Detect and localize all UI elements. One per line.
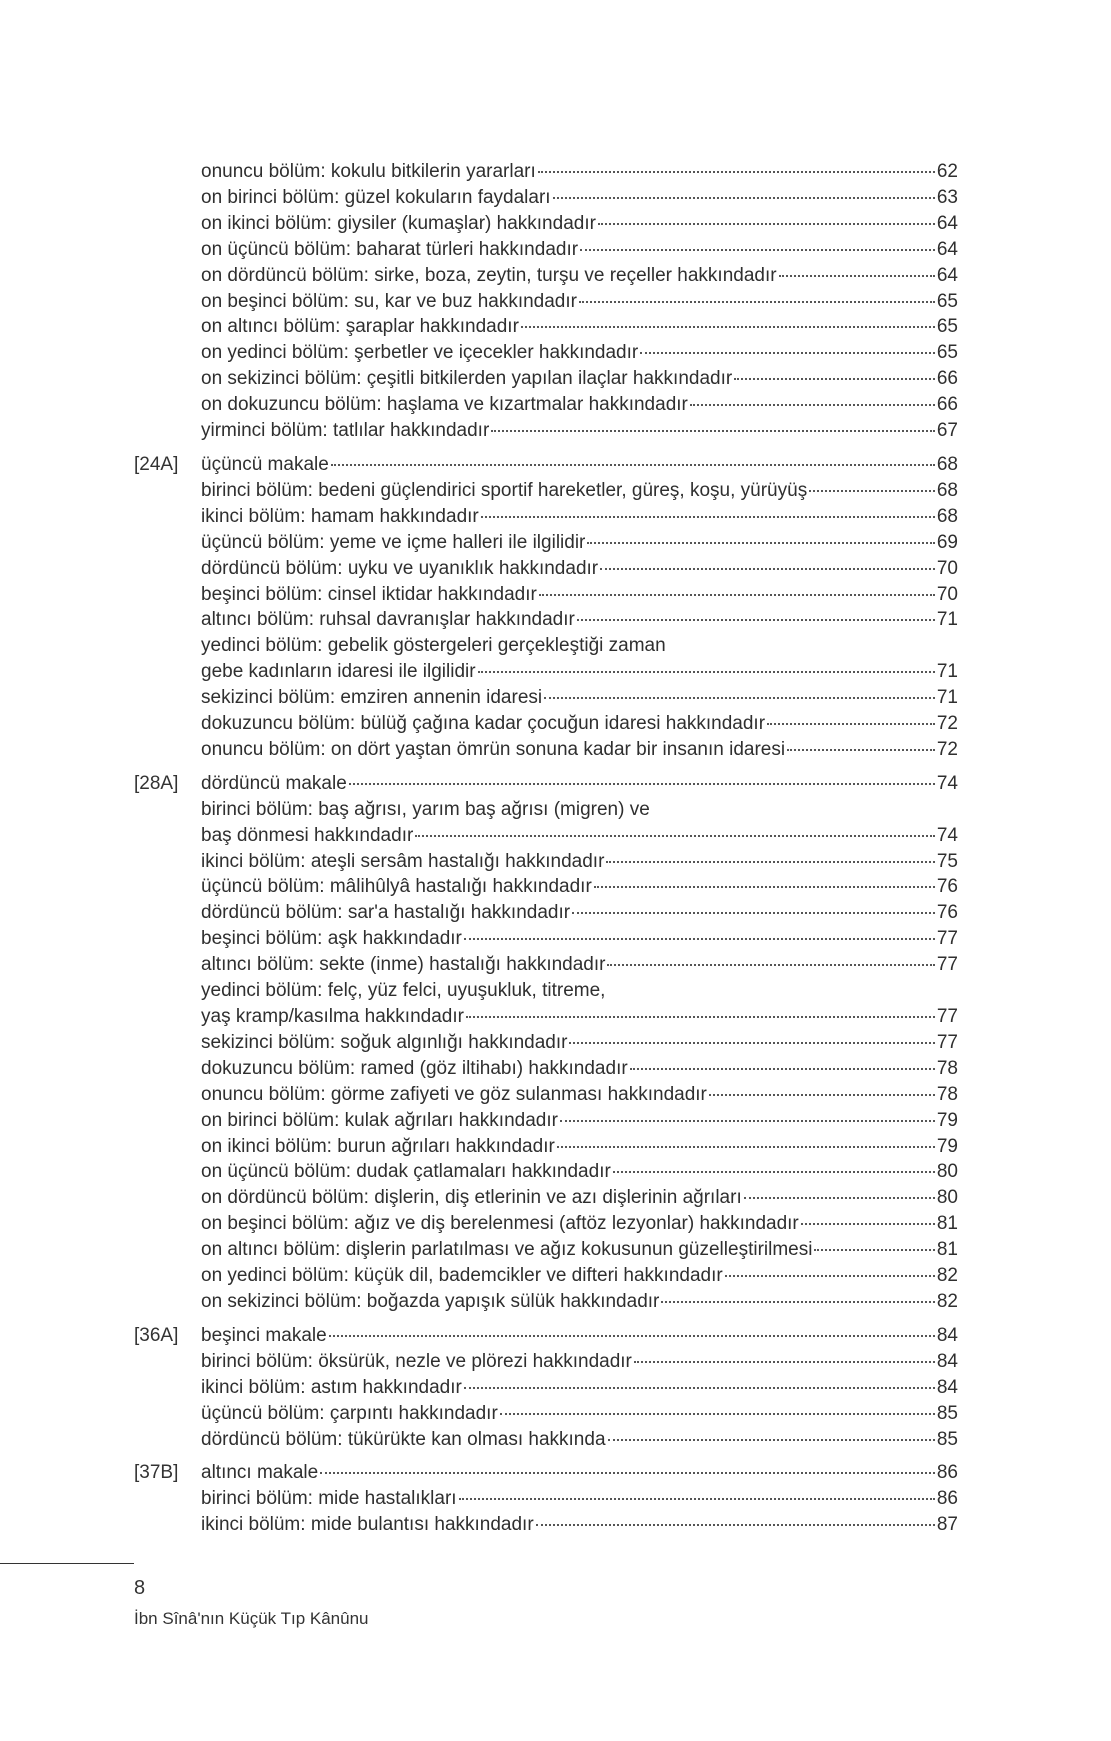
entry-page-number: 84	[936, 1376, 958, 1398]
toc-entry	[201, 1185, 958, 1211]
toc-entry-list	[201, 452, 958, 763]
entry-title: on yedinci bölüm: küçük dil, bademcikler ve difteri hakkındadır	[201, 1265, 723, 1287]
dot-leader	[725, 1275, 935, 1277]
entry-page-number: 68	[936, 453, 958, 475]
entry-title: ikinci bölüm: mide bulantısı hakkındadır	[201, 1514, 534, 1536]
toc-entry	[201, 1349, 958, 1375]
entry-title: sekizinci bölüm: soğuk algınlığı hakkındadır	[201, 1031, 568, 1053]
dot-leader	[481, 516, 935, 518]
entry-title: dokuzuncu bölüm: ramed (göz iltihabı) hakkındadır	[201, 1057, 628, 1079]
toc-entry	[201, 237, 958, 263]
toc-entry	[201, 418, 958, 444]
dot-leader	[569, 1042, 934, 1044]
entry-page-number: 65	[936, 316, 958, 338]
toc-entry	[201, 289, 958, 315]
entry-page-number: 76	[936, 876, 958, 898]
entry-page-number: 71	[936, 687, 958, 709]
footer-divider	[0, 1563, 134, 1564]
toc-entry	[201, 659, 958, 685]
entry-page-number: 72	[936, 713, 958, 735]
entry-page-number: 70	[936, 557, 958, 579]
entry-page-number: 76	[936, 902, 958, 924]
entry-title: dokuzuncu bölüm: bülüğ çağına kadar çocuğun idaresi hakkındadır	[201, 713, 766, 735]
entry-page-number: 78	[936, 1057, 958, 1079]
entry-page-number: 74	[936, 772, 958, 794]
dot-leader	[572, 912, 935, 914]
entry-title: ikinci bölüm: astım hakkındadır	[201, 1376, 462, 1398]
dot-leader	[613, 1171, 935, 1173]
entry-title: baş dönmesi hakkındadır	[201, 824, 414, 846]
dot-leader	[809, 490, 935, 492]
entry-title: yaş kramp/kasılma hakkındadır	[201, 1006, 464, 1027]
entry-page-number: 66	[936, 394, 958, 416]
toc-entry	[201, 263, 958, 289]
toc-entry-list	[201, 159, 958, 444]
entry-page-number: 71	[936, 609, 958, 631]
toc-entry	[201, 633, 958, 659]
entry-title: on ikinci bölüm: burun ağrıları hakkındadır	[201, 1135, 555, 1157]
entry-page-number: 81	[936, 1213, 958, 1235]
dot-leader	[744, 1197, 935, 1199]
entry-title: birinci bölüm: öksürük, nezle ve plörezi hakkındadır	[201, 1350, 632, 1372]
entry-page-number: 71	[936, 661, 958, 683]
toc-entry	[201, 952, 958, 978]
entry-page-number: 77	[936, 954, 958, 976]
toc-entry	[201, 340, 958, 366]
entry-page-number: 80	[936, 1187, 958, 1209]
toc-entry	[201, 185, 958, 211]
entry-title: birinci bölüm: mide hastalıkları	[201, 1488, 457, 1510]
toc-entry	[201, 1263, 958, 1289]
entry-title: on dokuzuncu bölüm: haşlama ve kızartmalar hakkındadır	[201, 394, 688, 416]
toc-entry-list	[201, 1323, 958, 1453]
toc-entry	[201, 452, 958, 478]
toc-entry	[201, 1375, 958, 1401]
entry-title: altıncı makale	[201, 1462, 319, 1484]
toc-entry	[201, 1460, 958, 1486]
book-title: İbn Sînâ'nın Küçük Tıp Kânûnu	[134, 1609, 369, 1628]
entry-title: yedinci bölüm: gebelik göstergeleri gerçekleştiği zaman	[201, 635, 666, 657]
entry-title: ikinci bölüm: ateşli sersâm hastalığı hakkındadır	[201, 850, 605, 872]
entry-title: üçüncü bölüm: yeme ve içme halleri ile ilgilidir	[201, 531, 586, 553]
toc-entry	[201, 504, 958, 530]
toc-entry	[201, 849, 958, 875]
toc-section	[134, 1460, 958, 1538]
toc-entry	[201, 771, 958, 797]
toc-entry	[201, 1082, 958, 1108]
toc-entry	[201, 978, 958, 1004]
entry-page-number: 85	[936, 1402, 958, 1424]
entry-page-number: 75	[936, 850, 958, 872]
dot-leader	[415, 835, 935, 837]
toc-entry	[201, 211, 958, 237]
entry-page-number: 82	[936, 1290, 958, 1312]
toc-entry	[201, 314, 958, 340]
entry-title: sekizinci bölüm: emziren annenin idaresi	[201, 687, 543, 709]
toc-entry	[201, 797, 958, 823]
entry-title: dördüncü bölüm: sar'a hastalığı hakkındadır	[201, 902, 571, 924]
dot-leader	[600, 568, 935, 570]
toc-entry	[201, 874, 958, 900]
dot-leader	[536, 1524, 935, 1526]
entry-title: dördüncü bölüm: uyku ve uyanıklık hakkındadır	[201, 557, 599, 579]
entry-title: üçüncü makale	[201, 453, 329, 475]
entry-page-number: 80	[936, 1161, 958, 1183]
dot-leader	[709, 1094, 935, 1096]
entry-title: birinci bölüm: bedeni güçlendirici sportif hareketler, güreş, koşu, yürüyüş	[201, 479, 808, 501]
dot-leader	[349, 783, 935, 785]
dot-leader	[779, 275, 935, 277]
entry-title: on beşinci bölüm: ağız ve diş berelenmesi (aftöz lezyonlar) hakkındadır	[201, 1213, 799, 1235]
entry-title: on beşinci bölüm: su, kar ve buz hakkındadır	[201, 290, 577, 312]
toc-entry	[201, 556, 958, 582]
entry-page-number: 69	[936, 531, 958, 553]
entry-page-number: 79	[936, 1109, 958, 1131]
dot-leader	[491, 430, 935, 432]
dot-leader	[544, 697, 935, 699]
toc-entry	[201, 1237, 958, 1263]
dot-leader	[500, 1413, 935, 1415]
dot-leader	[690, 404, 935, 406]
entry-title: altıncı bölüm: ruhsal davranışlar hakkındadır	[201, 609, 575, 631]
dot-leader	[521, 326, 935, 328]
entry-page-number: 66	[936, 368, 958, 390]
entry-title: on sekizinci bölüm: çeşitli bitkilerden yapılan ilaçlar hakkındadır	[201, 368, 733, 390]
entry-title: on birinci bölüm: kulak ağrıları hakkındadır	[201, 1109, 558, 1131]
toc-entry	[201, 159, 958, 185]
dot-leader	[607, 964, 934, 966]
entry-page-number: 67	[936, 420, 958, 442]
entry-title: onuncu bölüm: on dört yaştan ömrün sonuna kadar bir insanın idaresi	[201, 738, 786, 760]
toc-entry	[201, 582, 958, 608]
entry-page-number: 77	[936, 1006, 958, 1027]
entry-page-number: 87	[936, 1514, 958, 1536]
toc-entry	[201, 1030, 958, 1056]
entry-page-number: 79	[936, 1135, 958, 1157]
toc-entry	[201, 1004, 958, 1030]
dot-leader	[640, 352, 935, 354]
entry-title: birinci bölüm: baş ağrısı, yarım baş ağrısı (migren) ve	[201, 798, 650, 820]
entry-title: on yedinci bölüm: şerbetler ve içecekler hakkındadır	[201, 342, 639, 364]
entry-title: gebe kadınların idaresi ile ilgilidir	[201, 661, 476, 683]
entry-title: on sekizinci bölüm: boğazda yapışık sülük hakkındadır	[201, 1290, 660, 1312]
entry-title: yirminci bölüm: tatlılar hakkındadır	[201, 420, 490, 442]
dot-leader	[329, 1335, 935, 1337]
toc-entry-list	[201, 771, 958, 1315]
toc-section	[134, 771, 958, 1315]
dot-leader	[577, 619, 935, 621]
entry-page-number: 77	[936, 928, 958, 950]
entry-title: onuncu bölüm: görme zafiyeti ve göz sulanması hakkındadır	[201, 1083, 707, 1105]
dot-leader	[767, 723, 935, 725]
toc-entry	[201, 1289, 958, 1315]
dot-leader	[464, 1387, 935, 1389]
toc-entry	[201, 685, 958, 711]
toc-entry	[201, 530, 958, 556]
toc-entry	[201, 823, 958, 849]
entry-title: on altıncı bölüm: dişlerin parlatılması ve ağız kokusunun güzelleştirilmesi	[201, 1239, 813, 1261]
entry-title: onuncu bölüm: kokulu bitkilerin yararları	[201, 161, 536, 182]
entry-title: beşinci bölüm: aşk hakkındadır	[201, 928, 462, 950]
entry-page-number: 68	[936, 505, 958, 527]
dot-leader	[787, 749, 935, 751]
toc-entry	[201, 366, 958, 392]
entry-page-number: 63	[936, 186, 958, 208]
entry-title: on ikinci bölüm: giysiler (kumaşlar) hakkındadır	[201, 212, 596, 234]
dot-leader	[539, 594, 935, 596]
toc-section	[134, 452, 958, 763]
entry-title: beşinci bölüm: cinsel iktidar hakkındadır	[201, 583, 537, 605]
entry-page-number: 81	[936, 1239, 958, 1261]
dot-leader	[538, 171, 935, 173]
toc-entry	[201, 1211, 958, 1237]
dot-leader	[320, 1472, 935, 1474]
toc-entry	[201, 1401, 958, 1427]
dot-leader	[630, 1068, 935, 1070]
dot-leader	[331, 464, 935, 466]
entry-page-number: 68	[936, 479, 958, 501]
toc-entry	[201, 478, 958, 504]
entry-page-number: 64	[936, 212, 958, 234]
toc-entry	[201, 926, 958, 952]
dot-leader	[801, 1223, 935, 1225]
dot-leader	[634, 1361, 935, 1363]
entry-title: on üçüncü bölüm: dudak çatlamaları hakkındadır	[201, 1161, 611, 1183]
entry-title: üçüncü bölüm: mâlihûlyâ hastalığı hakkındadır	[201, 876, 592, 898]
entry-page-number: 64	[936, 238, 958, 260]
toc-entry	[201, 1108, 958, 1134]
folio-marker: [28A]	[134, 772, 179, 794]
dot-leader	[553, 197, 935, 199]
dot-leader	[608, 1439, 935, 1441]
entry-title: on dördüncü bölüm: dişlerin, diş etlerinin ve azı dişlerinin ağrıları	[201, 1187, 742, 1209]
toc-entry-list	[201, 1460, 958, 1538]
toc-entry	[201, 737, 958, 763]
toc-entry	[201, 1486, 958, 1512]
toc-section	[134, 1323, 958, 1453]
toc-section	[134, 159, 958, 444]
toc-entry	[201, 1323, 958, 1349]
entry-title: üçüncü bölüm: çarpıntı hakkındadır	[201, 1402, 498, 1424]
entry-page-number: 77	[936, 1031, 958, 1053]
dot-leader	[734, 378, 935, 380]
dot-leader	[478, 671, 935, 673]
entry-page-number: 64	[936, 264, 958, 286]
entry-page-number: 84	[936, 1350, 958, 1372]
folio-marker: [36A]	[134, 1324, 179, 1346]
entry-page-number: 70	[936, 583, 958, 605]
toc-entry	[201, 1512, 958, 1538]
entry-title: beşinci makale	[201, 1324, 327, 1346]
entry-page-number: 86	[936, 1488, 958, 1510]
entry-page-number: 85	[936, 1428, 958, 1450]
entry-title: on birinci bölüm: güzel kokuların faydaları	[201, 186, 551, 208]
entry-title: altıncı bölüm: sekte (inme) hastalığı hakkındadır	[201, 954, 606, 976]
entry-title: on altıncı bölüm: şaraplar hakkındadır	[201, 316, 519, 338]
entry-page-number: 86	[936, 1462, 958, 1484]
entry-page-number: 84	[936, 1324, 958, 1346]
toc-entry	[201, 1427, 958, 1453]
folio-marker: [37B]	[134, 1462, 179, 1484]
dot-leader	[606, 861, 934, 863]
dot-leader	[464, 938, 935, 940]
dot-leader	[466, 1016, 935, 1018]
entry-page-number: 72	[936, 738, 958, 760]
entry-page-number: 65	[936, 290, 958, 312]
entry-title: on üçüncü bölüm: baharat türleri hakkındadır	[201, 238, 579, 260]
entry-page-number: 82	[936, 1265, 958, 1287]
toc-entry	[201, 711, 958, 737]
entry-title: on dördüncü bölüm: sirke, boza, zeytin, turşu ve reçeller hakkındadır	[201, 264, 777, 286]
toc-entry	[201, 900, 958, 926]
entry-page-number: 62	[936, 161, 958, 182]
entry-title: yedinci bölüm: felç, yüz felci, uyuşukluk, titreme,	[201, 980, 606, 1002]
page-number: 8	[134, 1577, 146, 1599]
toc-entry	[201, 392, 958, 418]
toc-entry	[201, 607, 958, 633]
dot-leader	[814, 1249, 934, 1251]
dot-leader	[594, 886, 935, 888]
table-of-contents	[134, 159, 958, 1546]
toc-entry	[201, 1134, 958, 1160]
dot-leader	[560, 1120, 935, 1122]
entry-page-number: 65	[936, 342, 958, 364]
dot-leader	[598, 223, 935, 225]
dot-leader	[661, 1301, 934, 1303]
dot-leader	[557, 1146, 935, 1148]
entry-page-number: 74	[936, 824, 958, 846]
entry-title: dördüncü bölüm: tükürükte kan olması hakkında	[201, 1428, 606, 1450]
dot-leader	[459, 1498, 935, 1500]
dot-leader	[580, 249, 935, 251]
entry-title: ikinci bölüm: hamam hakkındadır	[201, 505, 479, 527]
folio-marker: [24A]	[134, 453, 179, 475]
toc-entry	[201, 1159, 958, 1185]
toc-entry	[201, 1056, 958, 1082]
entry-title: dördüncü makale	[201, 772, 347, 794]
dot-leader	[587, 542, 934, 544]
entry-page-number: 78	[936, 1083, 958, 1105]
dot-leader	[579, 301, 935, 303]
